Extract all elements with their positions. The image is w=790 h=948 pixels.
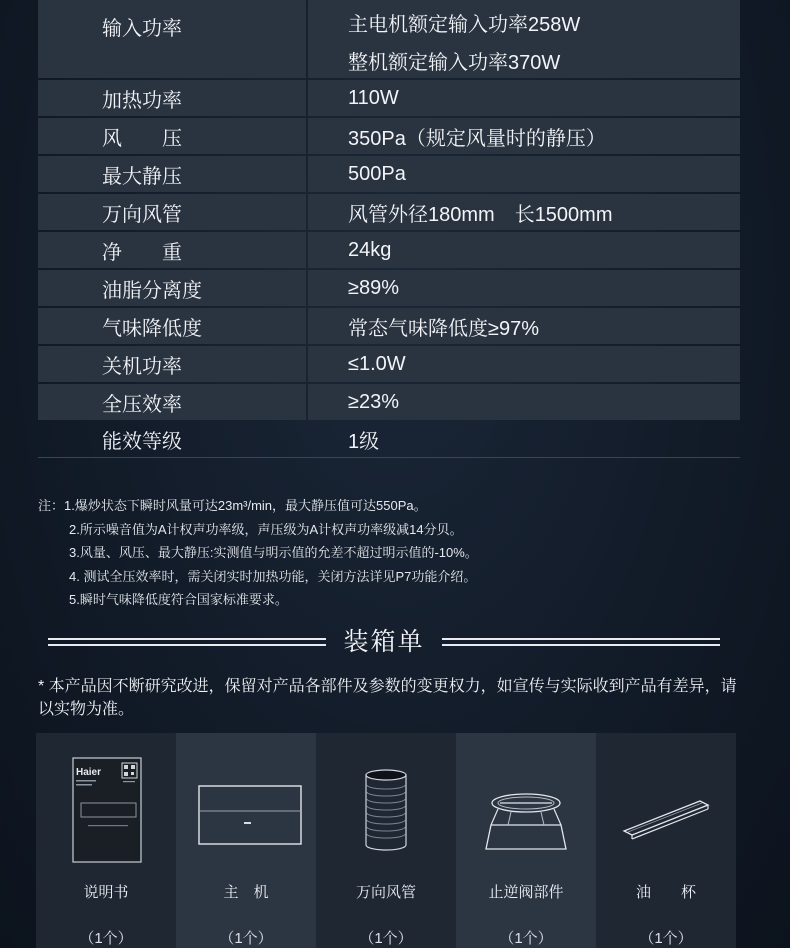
packing-item-manual bbox=[36, 733, 176, 948]
spec-row-heating-power bbox=[38, 80, 740, 116]
spec-label: 能效等级 bbox=[102, 430, 182, 453]
item-name: 油 杯 bbox=[635, 884, 696, 901]
spec-value: 350Pa（规定风量时的静压） bbox=[308, 118, 740, 154]
spec-value-line: 主电机额定输入功率258W bbox=[348, 14, 581, 36]
spec-label: 净 重 bbox=[38, 232, 306, 268]
oil-cup-icon bbox=[596, 753, 736, 873]
spec-value: 110W bbox=[308, 80, 740, 116]
item-quantity: （1个） bbox=[639, 930, 693, 947]
item-name: 说明书 bbox=[83, 884, 129, 901]
spec-value: ≤1.0W bbox=[308, 346, 740, 382]
footnote-line: 2.所示噪音值为A计权声功率级，声压级为A计权声功率级减14分贝。 bbox=[69, 521, 463, 537]
spec-row-total-efficiency bbox=[38, 384, 740, 420]
spec-row-input-power bbox=[38, 0, 740, 78]
footnote-line: 3.风量、风压、最大静压:实测值与明示值的允差不超过明示值的-10%。 bbox=[69, 545, 478, 560]
spec-row-standby-power bbox=[38, 346, 740, 382]
item-quantity: （1个） bbox=[499, 930, 553, 947]
spec-label: 输入功率 bbox=[38, 0, 306, 78]
spec-label: 风 压 bbox=[38, 118, 306, 154]
footnote-prefix: 注： bbox=[38, 498, 65, 513]
spec-row-air-pressure bbox=[38, 118, 740, 154]
packing-item-check-valve bbox=[456, 733, 596, 948]
spec-row-max-static-pressure bbox=[38, 156, 740, 192]
spec-label: 全压效率 bbox=[38, 384, 306, 420]
spec-row-net-weight bbox=[38, 232, 740, 268]
brand-logo: Haier bbox=[76, 767, 102, 778]
spec-label: 最大静压 bbox=[38, 156, 306, 192]
spec-row-odor-reduction bbox=[38, 308, 740, 344]
check-valve-icon bbox=[456, 753, 596, 873]
packing-list-heading bbox=[48, 623, 720, 663]
item-name: 主 机 bbox=[223, 884, 269, 901]
spec-value: ≥89% bbox=[308, 270, 740, 306]
spec-label: 油脂分离度 bbox=[38, 270, 306, 306]
spec-row-duct bbox=[38, 194, 740, 230]
spec-value: 1级 bbox=[348, 430, 380, 453]
item-name: 止逆阀部件 bbox=[488, 884, 564, 901]
manual-icon bbox=[36, 753, 176, 873]
spec-label: 万向风管 bbox=[38, 194, 306, 230]
disclaimer-text: * 本产品因不断研究改进，保留对产品各部件及参数的变更权力，如宣传与实际收到产品有差异，请以实物为准。 bbox=[38, 678, 737, 718]
packing-item-duct bbox=[316, 733, 456, 948]
spec-value-line: 整机额定输入功率370W bbox=[348, 52, 561, 74]
footnote-line: 4. 测试全压效率时，需关闭实时加热功能，关闭方法详见P7功能介绍。 bbox=[69, 568, 477, 584]
spec-table bbox=[38, 0, 740, 458]
spec-value: 常态气味降低度≥97% bbox=[308, 308, 740, 344]
double-rule-right bbox=[442, 636, 720, 648]
item-quantity: （1个） bbox=[79, 930, 133, 947]
spec-value: 风管外径180mm 长1500mm bbox=[308, 194, 740, 230]
range-hood-icon bbox=[176, 753, 316, 873]
spec-label: 加热功率 bbox=[38, 80, 306, 116]
duct-icon bbox=[316, 753, 456, 873]
spec-value: 24kg bbox=[308, 232, 740, 268]
footnote-line: 注：1.爆炒状态下瞬时风量可达23m³/min，最大静压值可达550Pa。 bbox=[38, 498, 427, 513]
spec-label: 关机功率 bbox=[38, 346, 306, 382]
spec-label: 气味降低度 bbox=[38, 308, 306, 344]
table-divider bbox=[38, 457, 740, 458]
packing-item-oil-cup bbox=[596, 733, 736, 948]
spec-row-energy-grade bbox=[38, 420, 740, 458]
item-quantity: （1个） bbox=[219, 930, 273, 947]
item-quantity: （1个） bbox=[359, 930, 413, 947]
spec-row-grease-separation bbox=[38, 270, 740, 306]
footnote-line: 5.瞬时气味降低度符合国家标准要求。 bbox=[69, 592, 288, 607]
item-name: 万向风管 bbox=[355, 884, 416, 901]
packing-items bbox=[36, 733, 737, 948]
section-title: 装箱单 bbox=[343, 628, 425, 656]
packing-item-main-unit bbox=[176, 733, 316, 948]
spec-value: ≥23% bbox=[308, 384, 740, 420]
spec-value: 500Pa bbox=[308, 156, 740, 192]
spec-value bbox=[308, 0, 740, 78]
footnotes bbox=[38, 494, 478, 612]
